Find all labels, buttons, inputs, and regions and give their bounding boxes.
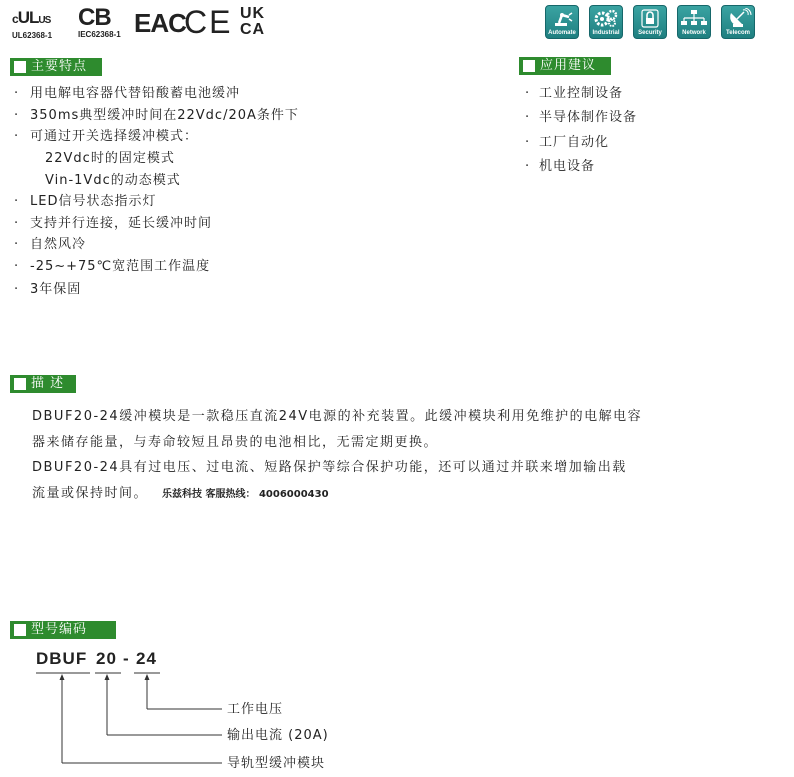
ul-standard-text: UL62368-1 xyxy=(12,31,53,40)
list-item: · 用电解电容器代替铅酸蓄电池缓冲 xyxy=(14,86,241,101)
applications-list xyxy=(525,86,725,186)
ukca-certification-logo: UK CA xyxy=(240,5,266,38)
security-icon xyxy=(633,5,667,39)
list-item: · 3年保固 xyxy=(14,282,82,297)
network-icon xyxy=(678,8,710,28)
legend-voltage: 工作电压 xyxy=(227,702,284,717)
features-header xyxy=(10,58,102,76)
gears-icon xyxy=(590,8,622,28)
satellite-dish-icon xyxy=(722,8,754,28)
description-line: 流量或保持时间。 乐兹科技 客服热线： 4006000430 xyxy=(32,486,329,501)
telecom-label: Telecom xyxy=(726,30,750,36)
applications-title: 应用建议 xyxy=(540,58,597,73)
features-title: 主要特点 xyxy=(31,59,88,74)
model-code-voltage: 24 xyxy=(136,649,157,668)
features-list xyxy=(14,86,394,306)
model-title: 型号编码 xyxy=(31,622,88,637)
robot-arm-icon xyxy=(546,8,578,28)
ce-certification-logo: CE xyxy=(184,4,233,40)
hotline-text: 乐兹科技 客服热线： 4006000430 xyxy=(162,489,329,500)
list-item: · 半导体制作设备 xyxy=(525,110,638,125)
cb-standard-text: IEC62368-1 xyxy=(78,30,121,39)
description-header xyxy=(10,375,76,393)
list-item: · 可通过开关选择缓冲模式： xyxy=(14,129,199,144)
list-item: · 支持并行连接，延长缓冲时间 xyxy=(14,216,213,231)
description-title: 描 述 xyxy=(31,376,65,391)
description-body xyxy=(32,409,732,509)
list-subitem: 22Vdc时的固定模式 xyxy=(45,151,175,166)
header-square-icon xyxy=(523,60,535,72)
list-item: · -25~+75℃宽范围工作温度 xyxy=(14,259,211,274)
ul-certification-logo: cULUS UL62368-1 xyxy=(12,8,74,42)
list-item: · 自然风冷 xyxy=(14,237,87,252)
telecom-icon xyxy=(721,5,755,39)
model-code-dash: - xyxy=(123,649,130,668)
network-icon-tile xyxy=(677,5,711,39)
list-subitem: Vin-1Vdc的动态模式 xyxy=(45,173,181,188)
header-square-icon xyxy=(14,378,26,390)
list-item: · 机电设备 xyxy=(525,159,596,174)
model-code-prefix: DBUF xyxy=(36,649,88,668)
model-header xyxy=(10,621,116,639)
legend-current: 输出电流 (20A) xyxy=(227,728,329,743)
security-label: Security xyxy=(638,30,662,36)
industrial-label: Industrial xyxy=(592,30,620,36)
description-line: 器来储存能量，与寿命较短且昂贵的电池相比，无需定期更换。 xyxy=(32,435,439,450)
industrial-icon xyxy=(589,5,623,39)
model-code-leader-lines xyxy=(0,668,240,773)
list-item: · 工厂自动化 xyxy=(525,135,610,150)
list-item: · 工业控制设备 xyxy=(525,86,624,101)
list-item: · 350ms典型缓冲时间在22Vdc/20A条件下 xyxy=(14,108,299,123)
network-label: Network xyxy=(682,30,706,36)
applications-header xyxy=(519,57,611,75)
header-square-icon xyxy=(14,61,26,73)
eac-certification-logo: EAC xyxy=(134,8,186,38)
automate-label: Automate xyxy=(548,30,576,36)
description-line: DBUF20-24具有过电压、过电流、短路保护等综合保护功能，还可以通过并联来增加输出载 xyxy=(32,460,627,475)
automate-icon xyxy=(545,5,579,39)
model-code-current: 20 xyxy=(96,649,117,668)
lock-icon xyxy=(634,8,666,28)
description-line: DBUF20-24缓冲模块是一款稳压直流24V电源的补充装置。此缓冲模块利用免维护的电解电容 xyxy=(32,409,643,424)
legend-module-type: 导轨型缓冲模块 xyxy=(227,756,326,771)
cb-certification-logo: CB IEC62368-1 xyxy=(78,6,138,42)
header-square-icon xyxy=(14,624,26,636)
list-item: · LED信号状态指示灯 xyxy=(14,194,157,209)
